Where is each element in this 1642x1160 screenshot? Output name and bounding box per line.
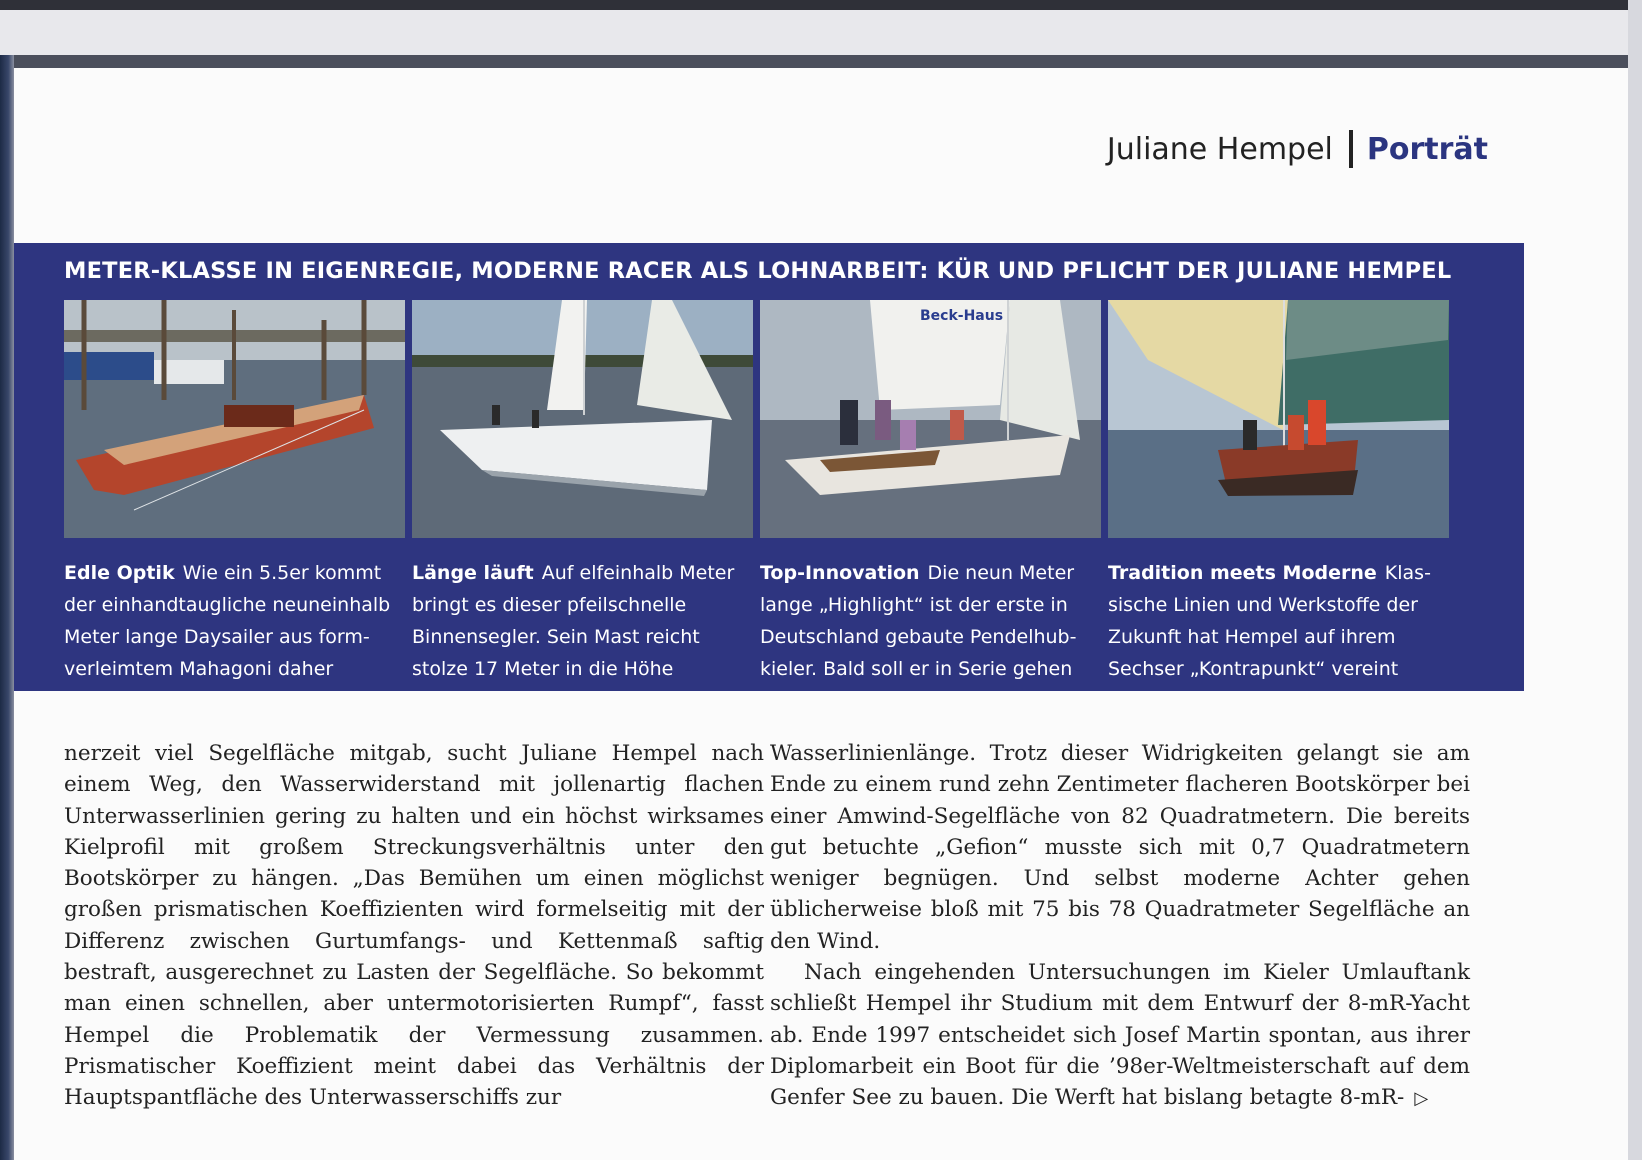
running-head-separator (1349, 130, 1353, 168)
scan-left-edge (0, 55, 14, 1160)
caption-tradition-meets-moderne (1108, 557, 1453, 685)
scan-right-edge (1628, 0, 1642, 1160)
running-head-author: Juliane Hempel (1106, 131, 1333, 167)
body-paragraph: Wasserlinienlänge. Trotz dieser Widrigkeiten gelangt sie am Ende zu einem rund zehn Zentimeter flacheren Bootskörper bei einer Amwind-Segelfläche von 82 Quadratmetern. Die bereits gut betuchte „Gefion“ musste sich mit 0,7 Quadratmetern weniger begnügen. Und selbst moderne Achter gehen üblicherweise bloß mit 75 bis 78 Quadratmeter Segelfläche an den Wind. (770, 741, 1470, 954)
continue-arrow-icon: ▷ (1414, 1088, 1429, 1110)
caption-top-innovation (760, 557, 1105, 685)
body-paragraph: nerzeit viel Segelfläche mitgab, sucht Juliane Hempel nach einem Weg, den Wasserwiderstand mit jollenartig flachen Unterwasserlinien gering zu halten und ein höchst wirksames Kielprofil mit großem Streckungsverhältnis unter den Bootskörper zu hängen. „Das Bemühen um einen möglichst großen prismatischen Koeffizienten wird formelseitig mit der Differenz zwischen Gurtumfangs- und Kettenmaß saftig bestraft, ausgerechnet zu Lasten der Segelfläche. So bekommt man einen schnellen, aber untermotorisierten Rumpf“, fasst Hempel die Problematik der Vermessung zusammen. Prismatischer Koeffizient meint dabei das Verhältnis der Hauptspantfläche des Unterwasserschiffs zur (64, 741, 764, 1111)
body-column-right (770, 738, 1470, 1115)
body-paragraph-continued (770, 957, 1470, 1114)
caption-text: Klassische Linien und Werkstoffe der Zukunft hat Hempel auf ihrem Sechser „Kontrapunkt“ vereint (1108, 562, 1431, 680)
caption-lead: Edle Optik (64, 562, 175, 584)
magazine-page (14, 68, 1628, 1160)
caption-text: Auf elfeinhalb Meter bringt es dieser pfeilschnelle Binnensegler. Sein Mast reicht stolze 17 Meter in die Höhe (412, 562, 735, 680)
caption-text: Wie ein 5.5er kommt der einhandtaugliche neuneinhalb Meter lange Daysailer aus formverleimtem Mahagoni daher (64, 562, 391, 680)
caption-lead: Top-Innovation (760, 562, 920, 584)
sail-sponsor-text: Beck-Haus (920, 308, 1004, 324)
previous-page-edge (0, 10, 1642, 55)
caption-lead: Länge läuft (412, 562, 534, 584)
body-column-left (64, 738, 764, 1114)
running-head-section: Porträt (1366, 131, 1488, 167)
photo-tradition-meets-moderne (1108, 300, 1449, 538)
photo-edle-optik (64, 300, 405, 538)
caption-lead: Tradition meets Moderne (1108, 562, 1377, 584)
caption-text: Die neun Meter lange „Highlight“ ist der erste in Deutschland gebaute Pendelhubkieler. Bald soll er in Serie gehen (760, 562, 1077, 680)
caption-edle-optik (64, 557, 409, 685)
photo-tradition-meets-moderne-image (1108, 300, 1449, 538)
photo-top-innovation (760, 300, 1101, 538)
photo-feature-box (14, 243, 1524, 691)
running-head (1107, 130, 1488, 168)
photo-top-innovation-image (760, 300, 1101, 538)
photo-edle-optik-image (64, 300, 405, 538)
caption-laenge-laeuft (412, 557, 757, 685)
photo-laenge-laeuft-image (412, 300, 753, 538)
photo-laenge-laeuft (412, 300, 753, 538)
body-paragraph-text: Nach eingehenden Untersuchungen im Kieler Umlauftank schließt Hempel ihr Studium mit dem Entwurf der 8-mR-Yacht ab. Ende 1997 entscheidet sich Josef Martin spontan, aus ihrer Diplomarbeit ein Boot für die ’98er-Weltmeisterschaft auf dem Genfer See zu bauen. Die Werft hat bislang betagte 8-mR- (770, 960, 1470, 1111)
feature-title: METER-KLASSE IN EIGENREGIE, MODERNE RACER ALS LOHNARBEIT: KÜR UND PFLICHT DER JULIANE HEMPEL (64, 258, 1452, 284)
